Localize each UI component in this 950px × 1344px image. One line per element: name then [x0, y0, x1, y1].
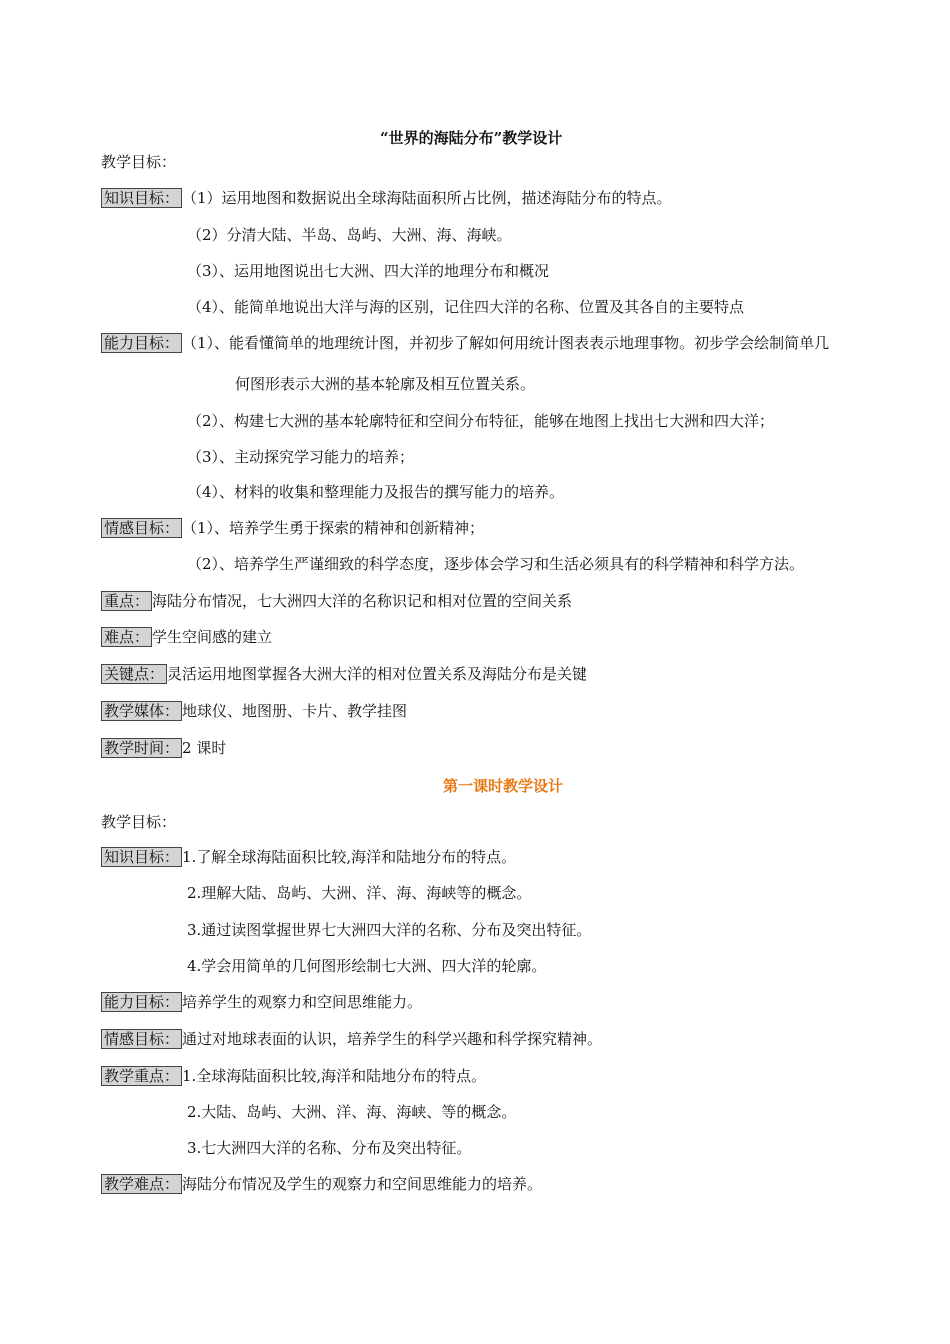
emotion-item: （2）、培养学生严谨细致的科学态度，逐步体会学习和生活必须具有的科学精神和科学方法。 [187, 555, 805, 573]
crucial-label: 关键点： [101, 664, 167, 684]
ability-item: （4）、材料的收集和整理能力及报告的撰写能力的培养。 [187, 483, 565, 501]
lesson1-key-item: 1.全球海陆面积比较,海洋和陆地分布的特点。 [182, 1067, 487, 1085]
lesson1-ability-label: 能力目标： [101, 992, 182, 1012]
ability-item: （3）、主动探究学习能力的培养； [187, 448, 415, 466]
lesson1-emotion-row [101, 1029, 602, 1049]
lesson1-knowledge-item: 2.理解大陆、岛屿、大洲、洋、海、海峡等的概念。 [187, 884, 532, 902]
emotion-label: 情感目标： [101, 518, 182, 538]
emotion-item: （1）、培养学生勇于探索的精神和创新精神； [182, 519, 485, 537]
key-text: 海陆分布情况，七大洲四大洋的名称识记和相对位置的空间关系 [152, 592, 573, 610]
time-row [101, 738, 226, 758]
knowledge-item: （1）运用地图和数据说出全球海陆面积所占比例，描述海陆分布的特点。 [182, 189, 672, 207]
lesson1-objectives-heading: 教学目标： [101, 813, 177, 831]
lesson1-emotion-text: 通过对地球表面的认识，培养学生的科学兴趣和科学探究精神。 [182, 1030, 603, 1048]
lesson1-key-label: 教学重点： [101, 1066, 182, 1086]
time-label: 教学时间： [101, 738, 182, 758]
difficult-row [101, 627, 272, 647]
knowledge-label: 知识目标： [101, 188, 182, 208]
lesson1-ability-text: 培养学生的观察力和空间思维能力。 [182, 993, 423, 1011]
ability-label: 能力目标： [101, 333, 182, 353]
key-label: 重点： [101, 591, 152, 611]
key-row [101, 591, 572, 611]
knowledge-row [101, 188, 672, 208]
time-text: 2 课时 [182, 739, 227, 757]
lesson1-difficult-row [101, 1174, 542, 1194]
emotion-row [101, 518, 484, 538]
crucial-row [101, 664, 587, 684]
ability-item: 何图形表示大洲的基本轮廓及相互位置关系。 [235, 375, 536, 393]
lesson1-difficult-label: 教学难点： [101, 1174, 182, 1194]
ability-item: （2）、构建七大洲的基本轮廓特征和空间分布特征，能够在地图上找出七大洲和四大洋； [187, 412, 775, 430]
crucial-text: 灵活运用地图掌握各大洲大洋的相对位置关系及海陆分布是关键 [167, 665, 588, 683]
lesson1-ability-row [101, 992, 422, 1012]
lesson1-title: 第一课时教学设计 [443, 777, 564, 795]
media-label: 教学媒体： [101, 701, 182, 721]
knowledge-item: （4）、能简单地说出大洋与海的区别，记住四大洋的名称、位置及其各自的主要特点 [187, 298, 745, 316]
lesson1-knowledge-item: 4.学会用简单的几何图形绘制七大洲、四大洋的轮廓。 [187, 957, 547, 975]
media-text: 地球仪、地图册、卡片、教学挂图 [182, 702, 408, 720]
ability-row [101, 333, 829, 353]
lesson1-knowledge-item: 3.通过读图掌握世界七大洲四大洋的名称、分布及突出特征。 [187, 921, 592, 939]
lesson1-difficult-text: 海陆分布情况及学生的观察力和空间思维能力的培养。 [182, 1175, 543, 1193]
ability-item: （1）、能看懂简单的地理统计图，并初步了解如何用统计图表表示地理事物。初步学会绘制简单几 [182, 334, 830, 352]
lesson1-knowledge-row [101, 847, 516, 867]
knowledge-item: （2）分清大陆、半岛、岛屿、大洲、海、海峡。 [187, 226, 512, 244]
lesson1-knowledge-label: 知识目标： [101, 847, 182, 867]
lesson1-emotion-label: 情感目标： [101, 1029, 182, 1049]
media-row [101, 701, 407, 721]
difficult-text: 学生空间感的建立 [152, 628, 273, 646]
objectives-heading: 教学目标： [101, 153, 177, 171]
difficult-label: 难点： [101, 627, 152, 647]
lesson1-key-row [101, 1066, 486, 1086]
lesson1-key-item: 2.大陆、岛屿、大洲、洋、海、海峡、等的概念。 [187, 1103, 517, 1121]
lesson1-key-item: 3.七大洲四大洋的名称、分布及突出特征。 [187, 1139, 472, 1157]
document-title: “世界的海陆分布”教学设计 [380, 129, 563, 147]
lesson1-knowledge-item: 1.了解全球海陆面积比较,海洋和陆地分布的特点。 [182, 848, 517, 866]
knowledge-item: （3）、运用地图说出七大洲、四大洋的地理分布和概况 [187, 262, 550, 280]
